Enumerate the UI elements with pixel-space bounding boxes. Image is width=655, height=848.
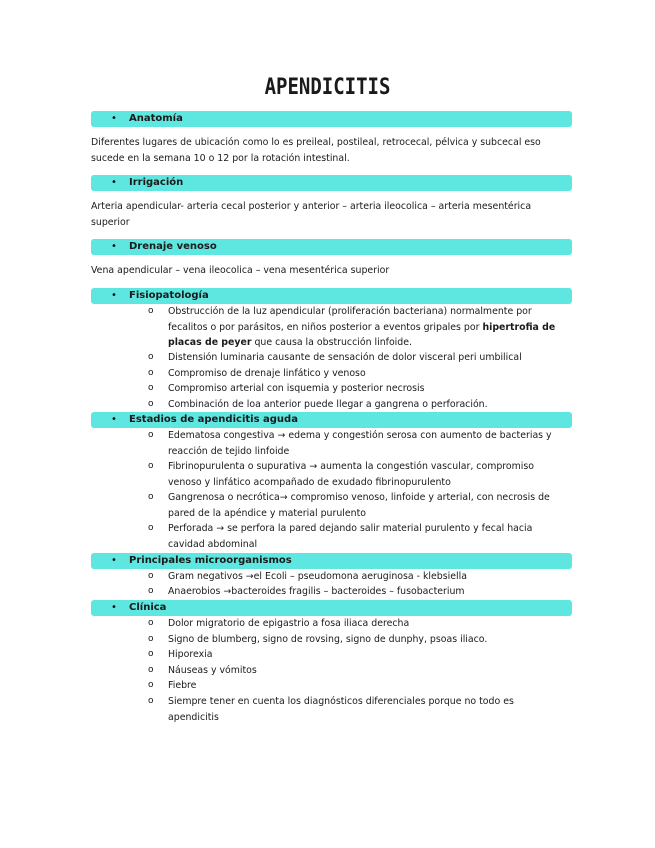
- sub-bullet-icon: o: [148, 649, 154, 659]
- text-line: pared de la apéndice y material purulento: [168, 507, 366, 519]
- text-run: que causa la obstrucción linfoide.: [251, 337, 412, 348]
- list-item-text: Dolor migratorio de epigastrio a fosa iliaca derecha: [168, 618, 410, 629]
- sub-bullet-icon: o: [148, 696, 154, 706]
- section-header-microorganismos: [91, 553, 572, 569]
- text-line: Fibrinopurulenta o supurativa → aumenta la congestión vascular, compromiso: [168, 461, 535, 472]
- section-heading: Drenaje venoso: [129, 241, 217, 252]
- text-line: Siempre tener en cuenta los diagnósticos diferenciales porque no todo es: [168, 696, 514, 707]
- sub-bullet-icon: o: [148, 306, 154, 316]
- section-heading: Clínica: [129, 602, 167, 613]
- list-item-text: Náuseas y vómitos: [168, 665, 257, 676]
- sub-bullet-icon: o: [148, 383, 154, 393]
- text-line: Perforada → se perfora la pared dejando salir material purulento y fecal hacia: [168, 523, 533, 534]
- bullet-icon: •: [111, 290, 117, 301]
- text-run: fecalitos o por parásitos, en niños posterior a eventos gripales por: [168, 321, 483, 333]
- sub-bullet-icon: o: [148, 571, 154, 581]
- text-line: Obstrucción de la luz apendicular (proliferación bacteriana) normalmente por: [168, 306, 532, 317]
- text-line: Diferentes lugares de ubicación como lo es preileal, postileal, retrocecal, pélvica y subcecal eso: [91, 137, 541, 148]
- sub-bullet-icon: o: [148, 368, 154, 378]
- bullet-icon: •: [111, 241, 117, 252]
- section-header-drenaje: [91, 239, 572, 255]
- text-line: Edematosa congestiva → edema y congestión serosa con aumento de bacterias y: [168, 430, 552, 441]
- sub-bullet-icon: o: [148, 634, 154, 644]
- text-line: sucede en la semana 10 o 12 por la rotación intestinal.: [91, 153, 350, 164]
- bullet-icon: •: [111, 113, 117, 124]
- sub-bullet-icon: o: [148, 492, 154, 502]
- list-item-text: Hiporexia: [168, 649, 213, 660]
- bold-text: hipertrofia de: [482, 321, 556, 333]
- sub-bullet-icon: o: [148, 399, 154, 409]
- section-heading: Principales microorganismos: [129, 555, 292, 566]
- paragraph-anatomia: [91, 135, 561, 167]
- list-item-text: Signo de blumberg, signo de rovsing, signo de dunphy, psoas iliaco.: [168, 634, 488, 645]
- bullet-icon: •: [111, 414, 117, 425]
- section-header-estadios: [91, 412, 572, 428]
- sub-bullet-icon: o: [148, 523, 154, 533]
- text-line: apendicitis: [168, 711, 219, 723]
- text-line: superior: [91, 217, 130, 228]
- paragraph-drenaje: [91, 263, 561, 279]
- sub-bullet-icon: o: [148, 665, 154, 675]
- section-heading: Irrigación: [129, 177, 184, 188]
- bullet-icon: •: [111, 177, 117, 188]
- sub-bullet-icon: o: [148, 680, 154, 690]
- list-item-text: Compromiso de drenaje linfático y venoso: [168, 368, 366, 379]
- section-heading: Estadios de apendicitis aguda: [129, 414, 298, 425]
- list-item-text: Gram negativos →el Ecoli – pseudomona aeruginosa - klebsiella: [168, 571, 467, 582]
- section-header-fisiopatologia: [91, 288, 572, 304]
- section-heading: Fisiopatología: [129, 290, 209, 301]
- section-header-clinica: [91, 600, 572, 616]
- text-line: Gangrenosa o necrótica→ compromiso venoso, linfoide y arterial, con necrosis de: [168, 492, 550, 503]
- sub-bullet-icon: o: [148, 618, 154, 628]
- sub-bullet-icon: o: [148, 461, 154, 471]
- text-line: [168, 335, 568, 351]
- bullet-icon: •: [111, 602, 117, 613]
- bold-text: placas de peyer: [168, 337, 252, 348]
- section-heading: Anatomía: [129, 113, 183, 124]
- document-title: APENDICITIS: [264, 74, 391, 100]
- sub-bullet-icon: o: [148, 586, 154, 596]
- text-line: reacción de tejido linfoide: [168, 445, 290, 457]
- paragraph-irrigacion: [91, 199, 561, 231]
- text-line: cavidad abdominal: [168, 538, 258, 550]
- list-item-text: Anaerobios →bacteroides fragilis – bacteroides – fusobacterium: [168, 586, 465, 597]
- bullet-icon: •: [111, 555, 117, 566]
- section-header-anatomia: [91, 111, 572, 127]
- list-item-text: Compromiso arterial con isquemia y posterior necrosis: [168, 383, 425, 394]
- text-line: venoso y linfático acompañado de exudado fibrinopurulento: [168, 476, 451, 488]
- text-line: Vena apendicular – vena ileocolica – vena mesentérica superior: [91, 265, 390, 276]
- list-item-text: Combinación de loa anterior puede llegar a gangrena o perforación.: [168, 399, 488, 410]
- section-header-irrigacion: [91, 175, 572, 191]
- sub-bullet-icon: o: [148, 352, 154, 362]
- sub-bullet-icon: o: [148, 430, 154, 440]
- list-item-text: Fiebre: [168, 680, 197, 691]
- list-item-text: Distensión luminaria causante de sensación de dolor visceral peri umbilical: [168, 352, 522, 363]
- text-line: Arteria apendicular- arteria cecal posterior y anterior – arteria ileocolica – arteria mesentérica: [91, 201, 532, 212]
- text-line: [168, 320, 568, 336]
